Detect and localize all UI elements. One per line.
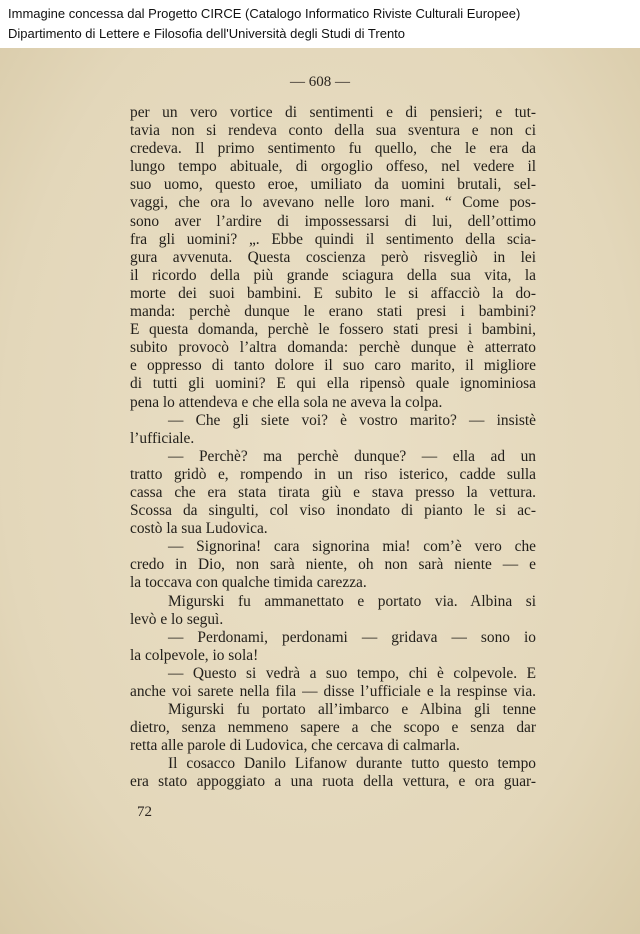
text-line: Migurski fu portato all’imbarco e Albina gli tenne	[168, 701, 536, 719]
text-line: la colpevole, io sola!	[130, 646, 259, 664]
text-line: vaggi, che ora lo avevano nelle loro mani. “ Come pos-	[130, 194, 536, 212]
text-line: lungo tempo abituale, di orgoglio offeso, nel vedere il	[130, 158, 536, 176]
text-line: subito provocò l’altra domanda: perchè dunque è atterrato	[130, 339, 536, 357]
text-line: credeva. Il primo sentimento fu quello, che le era da	[130, 140, 536, 158]
text-line: era stato appoggiato a una ruota della vettura, e ora guar-	[130, 773, 536, 791]
body-text	[130, 104, 536, 792]
text-line: — Perdonami, perdonami — gridava — sono io	[168, 628, 536, 646]
text-line: tavia non si rendeva conto della sua sventura e non ci	[130, 122, 536, 140]
text-line: costò la sua Ludovica.	[130, 520, 268, 538]
text-line: sono aver l’ardire di impossessarsi di lui, dell’ottimo	[130, 212, 536, 230]
text-line: suo uomo, questo eroe, umiliato da uomini brutali, sel-	[130, 176, 536, 194]
text-line: gura avvenuta. Questa coscienza però risvegliò in lei	[130, 248, 536, 266]
text-line: Migurski fu ammanettato e portato via. Albina si	[168, 592, 536, 610]
text-line: manda: perchè dunque le erano stati presi i bambini?	[130, 303, 536, 321]
text-line: tratto gridò e, rompendo in un riso isterico, cadde sulla	[130, 465, 536, 483]
text-line: cassa che era stata tirata giù e stava presso la vettura.	[130, 483, 536, 501]
text-line: Scossa da singulti, col viso inondato di pianto le si ac-	[130, 502, 536, 520]
text-line: credo in Dio, non sarà niente, oh non sarà niente — e	[130, 556, 536, 574]
page-header-number: — 608 —	[290, 74, 350, 90]
page-footer-number: 72	[137, 804, 152, 820]
text-line: — Signorina! cara signorina mia! com’è vero che	[168, 538, 536, 556]
text-line: per un vero vortice di sentimenti e di pensieri; e tut-	[130, 104, 536, 121]
text-line: fra gli uomini? „. Ebbe quindi il sentimento della scia-	[130, 230, 536, 248]
attribution-line-1: Immagine concessa dal Progetto CIRCE (Catalogo Informatico Riviste Culturali Europee)	[8, 6, 521, 21]
text-line: pena lo attendeva e che ella sola ne aveva la colpa.	[130, 393, 443, 411]
text-line: — Che gli siete voi? è vostro marito? — insistè	[168, 411, 536, 429]
text-line: retta alle parole di Ludovica, che cercava di calmarla.	[130, 737, 460, 755]
text-line: il ricordo della più grande sciagura della sua vita, la	[130, 266, 536, 284]
text-line: dietro, senza nemmeno sapere a che scopo e senza dar	[130, 719, 536, 737]
attribution-line-2: Dipartimento di Lettere e Filosofia dell'Università degli Studi di Trento	[8, 26, 406, 41]
text-line: — Perchè? ma perchè dunque? — ella ad un	[168, 447, 536, 465]
text-line: l’ufficiale.	[130, 429, 195, 447]
text-line: la toccava con qualche timida carezza.	[130, 574, 367, 592]
text-line: levò e lo seguì.	[130, 610, 224, 628]
text-line: di tutti gli uomini? E qui ella ripensò quale ignominiosa	[130, 375, 536, 393]
text-line: — Questo si vedrà a suo tempo, chi è colpevole. E	[168, 664, 536, 682]
text-line: Il cosacco Danilo Lifanow durante tutto questo tempo	[168, 755, 536, 773]
text-line: E questa domanda, perchè le fossero stati presi i bambini,	[130, 321, 536, 339]
text-line: anche voi sarete nella fila — disse l’ufficiale e la respinse via.	[130, 683, 536, 700]
attribution-banner	[0, 0, 640, 48]
text-line: morte dei suoi bambini. E subito le si affacciò la do-	[130, 284, 536, 302]
text-line: e oppresso di tanto dolore il suo caro marito, il migliore	[130, 357, 536, 375]
